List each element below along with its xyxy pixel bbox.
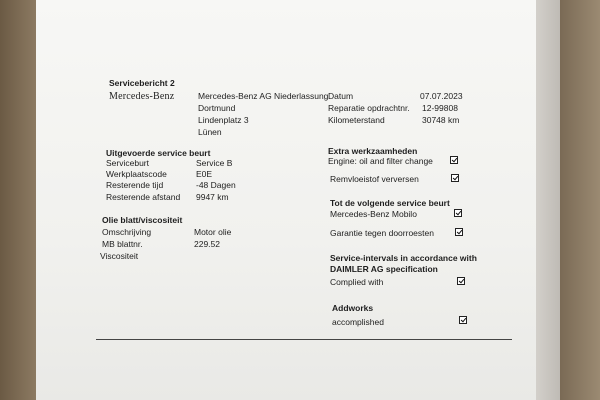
meta-label-date: Datum (328, 91, 354, 101)
dealer-street: Lindenplatz 3 (198, 115, 249, 125)
oil-value-sheetnr: 229.52 (194, 239, 220, 249)
service-value-code: E0E (196, 169, 213, 179)
intervals-heading-line1: Service-intervals in accordance with (330, 253, 477, 263)
service-label-time: Resterende tijd (106, 180, 164, 190)
dealer-city: Dortmund (198, 103, 236, 113)
service-value-time: -48 Dagen (196, 180, 236, 190)
dealer-town: Lünen (198, 127, 222, 137)
intervals-complied-checkbox[interactable] (457, 277, 465, 285)
extra-brake-fluid-checkbox[interactable] (451, 174, 459, 182)
service-label-type: Serviceburt (106, 158, 149, 168)
meta-label-mileage: Kilometerstand (328, 115, 385, 125)
service-label-code: Werkplaatscode (106, 169, 167, 179)
service-value-type: Service B (196, 158, 233, 168)
table-surface-left (0, 0, 36, 400)
next-item-rust: Garantie tegen doorroesten (330, 228, 434, 238)
extra-item-brake-fluid: Remvloeistof verversen (330, 174, 419, 184)
next-heading: Tot de volgende service beurt (330, 198, 450, 208)
oil-label-sheetnr: MB blattnr. (102, 239, 143, 249)
service-heading: Uitgevoerde service beurt (106, 148, 211, 158)
meta-value-mileage: 30748 km (422, 115, 460, 125)
oil-value-description: Motor olie (194, 227, 232, 237)
meta-value-date: 07.07.2023 (420, 91, 463, 101)
next-rust-checkbox[interactable] (455, 228, 463, 236)
service-value-distance: 9947 km (196, 192, 229, 202)
intervals-heading-line2: DAIMLER AG specification (330, 264, 438, 274)
oil-heading: Olie blatt/viscositeit (102, 215, 183, 225)
next-mobilo-checkbox[interactable] (454, 209, 462, 217)
oil-label-viscosity: Viscositeit (100, 251, 139, 261)
addworks-accomplished-checkbox[interactable] (459, 316, 467, 324)
brand-logo-text: Mercedes-Benz (109, 91, 175, 102)
oil-label-description: Omschrijving (102, 227, 152, 237)
next-item-mobilo: Mercedes-Benz Mobilo (330, 209, 417, 219)
meta-label-order: Reparatie opdrachtnr. (328, 103, 410, 113)
extra-heading: Extra werkzaamheden (328, 146, 418, 156)
table-surface-far-right (560, 0, 600, 400)
report-title: Servicebericht 2 (109, 78, 175, 88)
addworks-item-accomplished: accomplished (332, 317, 384, 327)
intervals-item-complied: Complied with (330, 277, 384, 287)
meta-value-order: 12-99808 (422, 103, 458, 113)
extra-item-oil-change: Engine: oil and filter change (328, 156, 433, 166)
addworks-heading: Addworks (332, 303, 374, 313)
dealer-name: Mercedes-Benz AG Niederlassung (198, 91, 329, 101)
extra-oil-change-checkbox[interactable] (450, 156, 458, 164)
footer-divider (96, 339, 512, 340)
service-label-distance: Resterende afstand (106, 192, 181, 202)
